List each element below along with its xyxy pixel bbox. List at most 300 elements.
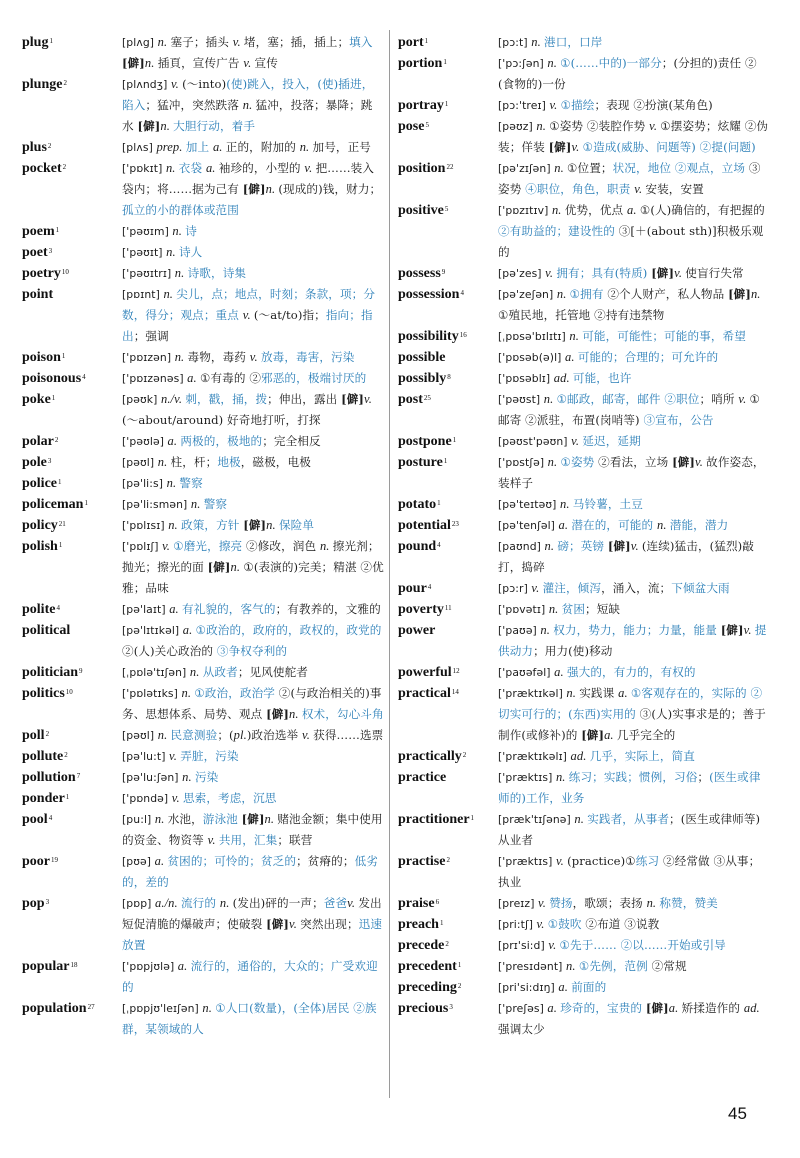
dictionary-entry [22, 893, 384, 956]
headword [22, 788, 122, 809]
frequency-mark: 1 [444, 100, 449, 108]
headword-text: point [22, 287, 54, 302]
definition-text: 强调太少 [498, 1022, 545, 1036]
part-of-speech: n. [547, 455, 561, 469]
definition-text: ②修改，润色 [242, 539, 320, 553]
highlighted-meaning: ①磨光，擦亮 [173, 539, 243, 553]
headword-text: practice [398, 770, 447, 785]
headword-text: port [398, 35, 424, 50]
highlighted-meaning: 延迟，延期 [582, 434, 641, 448]
definition-text: 加号，正号 [312, 140, 371, 154]
definition [498, 284, 770, 326]
dictionary-entry [22, 599, 384, 620]
headword-text: power [398, 623, 436, 638]
part-of-speech: n. [750, 287, 761, 301]
definition-text: )政治选举 [246, 728, 302, 742]
part-of-speech: v. [630, 539, 642, 553]
phonetic: [pə'zeʃən] [498, 288, 557, 301]
rare-usage-tag: [僻] [242, 182, 266, 196]
highlighted-meaning: 地极 [217, 455, 241, 469]
definition [498, 53, 770, 95]
definition [498, 893, 770, 914]
phonetic: ['paʊə] [498, 624, 541, 637]
definition [498, 599, 770, 620]
phonetic: ['præktɪs] [498, 855, 556, 868]
frequency-mark: 9 [79, 667, 83, 675]
phonetic: ['presɪdənt] [498, 960, 567, 973]
definition-text: 擦光剂；抛光；擦光的面 [122, 539, 380, 574]
phonetic: [ˌpɒlə'tɪʃən] [122, 666, 190, 679]
headword [398, 620, 498, 641]
highlighted-meaning: 政策，方针 [181, 518, 244, 532]
highlighted-meaning: ①(……中的)一部分 [560, 56, 662, 70]
highlighted-meaning: 诗 [185, 224, 197, 238]
highlighted-meaning: 珍奇的，宝贵的 [560, 1001, 646, 1015]
part-of-speech: n. [531, 35, 545, 49]
frequency-mark: 1 [443, 457, 448, 465]
highlighted-meaning: 潜在的，可能的 [571, 518, 657, 532]
part-of-speech: v. [531, 581, 543, 595]
part-of-speech: a. [205, 161, 219, 175]
phonetic: [pɒɪnt] [122, 288, 164, 301]
headword [398, 893, 498, 914]
headword [398, 515, 498, 536]
dictionary-entry [398, 662, 770, 683]
headword [398, 599, 498, 620]
part-of-speech: n. [551, 203, 565, 217]
definition [122, 32, 384, 74]
highlighted-meaning: 迅速放置 [122, 917, 383, 952]
dictionary-entry [398, 977, 770, 998]
frequency-mark: 1 [439, 919, 444, 927]
phonetic: [preɪz] [498, 897, 539, 910]
definition [122, 956, 384, 998]
part-of-speech: v. [545, 266, 557, 280]
phonetic: ['pɒzɪtɪv] [498, 204, 552, 217]
part-of-speech: v. [162, 539, 174, 553]
part-of-speech: a./n. [155, 896, 181, 910]
part-of-speech: n. [157, 35, 171, 49]
highlighted-meaning: 警察 [203, 497, 228, 511]
definition-text: 获得……选票 [313, 728, 384, 742]
headword-text: post [398, 392, 423, 407]
rare-usage-tag: [僻] [266, 917, 289, 931]
highlighted-meaning: 流行的，通俗的，大众的；广受欢迎的 [122, 959, 378, 994]
highlighted-meaning: 低劣的，差的 [122, 854, 378, 889]
phonetic: [paʊnd] [498, 540, 545, 553]
headword [22, 347, 122, 368]
phonetic: ['pɒsəb(ə)l] [498, 351, 566, 364]
highlighted-meaning: 邪恶的，极端讨厌的 [261, 371, 367, 385]
definition [498, 851, 770, 893]
headword-text: poor [22, 854, 50, 869]
highlighted-meaning: 游泳池 [202, 812, 242, 826]
frequency-mark: 22 [446, 163, 454, 171]
definition [122, 242, 384, 263]
part-of-speech: n. [547, 56, 561, 70]
headword-text: poem [22, 224, 55, 239]
definition-text: 实践课 [579, 686, 619, 700]
headword-text: possession [398, 287, 460, 302]
headword-text: possibly [398, 371, 447, 386]
headword [22, 746, 122, 767]
headword [398, 977, 498, 998]
part-of-speech: a. [212, 140, 226, 154]
part-of-speech: n. [174, 350, 188, 364]
part-of-speech: v. [536, 917, 548, 931]
frequency-mark: 1 [61, 352, 66, 360]
dictionary-entry [398, 746, 770, 767]
headword [398, 326, 498, 347]
headword-text: pole [22, 455, 47, 470]
headword [398, 452, 498, 473]
definition [498, 32, 770, 53]
part-of-speech: a. [565, 350, 578, 364]
phonetic: [pəʊz] [498, 120, 537, 133]
highlighted-meaning: 可能，可能性；可能的事，希望 [582, 329, 746, 343]
dictionary-entry [398, 368, 770, 389]
frequency-mark: 2 [446, 856, 450, 864]
definition [498, 389, 770, 431]
part-of-speech: v. [289, 917, 301, 931]
phonetic: ['pɒlɪsɪ] [122, 519, 169, 532]
headword-text: position [398, 161, 446, 176]
frequency-mark: 1 [470, 814, 475, 822]
definition [498, 914, 770, 935]
part-of-speech: a. [558, 518, 572, 532]
definition [498, 326, 770, 347]
phonetic: [pɔ:t] [498, 36, 532, 49]
headword [22, 32, 122, 53]
frequency-mark: 7 [76, 772, 81, 780]
phonetic: [pə'lu:ʃən] [122, 771, 183, 784]
phonetic: ['preʃəs] [498, 1002, 548, 1015]
dictionary-entry [22, 137, 384, 158]
headword [398, 431, 498, 452]
highlighted-meaning: ①客观存在的，实际的 ②切实可行的；(东西)实用的 [498, 686, 763, 721]
definition [122, 473, 384, 494]
definition [498, 662, 770, 683]
headword [22, 851, 122, 872]
definition-text: ①姿势 ②装腔作势 [549, 119, 650, 133]
headword [22, 536, 122, 557]
dictionary-entry [22, 683, 384, 725]
highlighted-meaning: ③争权夺利的 [216, 644, 288, 658]
rare-usage-tag: [僻] [581, 728, 605, 742]
part-of-speech: n. [182, 770, 195, 784]
definition [122, 788, 384, 809]
headword [398, 851, 498, 872]
definition-text: ；强调 [133, 329, 169, 343]
part-of-speech: v. [171, 791, 183, 805]
part-of-speech: n. [172, 224, 186, 238]
highlighted-meaning: ①鼓吹 [547, 917, 582, 931]
frequency-mark: 5 [444, 205, 449, 213]
headword-text: posture [398, 455, 443, 470]
phonetic: ['pɔ:ʃən] [498, 57, 548, 70]
dictionary-entry [398, 95, 770, 116]
highlighted-meaning: ①先例，范例 [578, 959, 648, 973]
definition [122, 620, 384, 662]
part-of-speech: v. [232, 35, 244, 49]
dictionary-entry [22, 998, 384, 1040]
highlighted-meaning: 可能，也许 [572, 371, 632, 385]
definition-text: 故作姿态，装样子 [498, 455, 765, 490]
part-of-speech: prep. [156, 140, 186, 154]
definition-text: ①有毒的 ② [199, 371, 262, 385]
highlighted-meaning: ④职位，角色，职责 [525, 182, 635, 196]
definition-text: 赌池金额；集中使用的资金、物资等 [122, 812, 383, 847]
definition-text: ②个人财产，私人物品 [603, 287, 729, 301]
dictionary-entry [398, 935, 770, 956]
part-of-speech: n. [536, 119, 550, 133]
part-of-speech: v. [694, 455, 707, 469]
headword [22, 137, 122, 158]
definition-text: ；完全相反 [262, 434, 321, 448]
headword-text: preach [398, 917, 439, 932]
part-of-speech: n. [555, 770, 569, 784]
headword-text: possess [398, 266, 441, 281]
headword [398, 116, 498, 137]
rare-usage-tag: [僻] [672, 455, 695, 469]
headword-text: policeman [22, 497, 84, 512]
definition-text: ；联营 [277, 833, 313, 847]
headword-text: political [22, 623, 71, 638]
headword-text: polite [22, 602, 56, 617]
highlighted-meaning: 赞扬 [549, 896, 573, 910]
headword [398, 53, 498, 74]
definition-text: ③姿势 [498, 161, 761, 196]
part-of-speech: n. [299, 140, 313, 154]
phonetic: [pɔ:'treɪ] [498, 99, 550, 112]
headword-text: pool [22, 812, 48, 827]
highlighted-meaning: 实践者，从事者 [587, 812, 670, 826]
definition [122, 746, 384, 767]
definition-text: ②(人)关心政治的 [122, 644, 217, 658]
rare-usage-tag: [僻] [243, 518, 267, 532]
definition-text: 毒物，毒药 [187, 350, 250, 364]
headword-text: positive [398, 203, 444, 218]
part-of-speech: n. [540, 623, 554, 637]
definition-text: ，歌颂；表扬 [572, 896, 647, 910]
phonetic: ['pɒlɪʃ] [122, 540, 163, 553]
phonetic: [pə'lu:t] [122, 750, 170, 763]
highlighted-meaning: 权力，势力，能力；力量，能量 [553, 623, 721, 637]
part-of-speech: a. [618, 686, 631, 700]
frequency-mark: 1 [437, 499, 441, 507]
definition-text: 柱，杆； [170, 455, 218, 469]
phonetic: ['pɒɪzən] [122, 351, 175, 364]
definition-text: ，磁极，电极 [240, 455, 311, 469]
part-of-speech: n. [219, 896, 233, 910]
definition-text: (～about/around) 好奇地打听，打探 [122, 413, 321, 427]
part-of-speech: n. [166, 476, 180, 490]
part-of-speech: n. [160, 119, 174, 133]
phonetic: ['paʊəfəl] [498, 666, 555, 679]
highlighted-meaning: 指向；指出 [122, 308, 373, 343]
headword-text: plug [22, 35, 49, 50]
frequency-mark: 9 [441, 268, 446, 276]
frequency-mark: 1 [84, 499, 88, 507]
definition-text: (～at/to)指； [253, 308, 326, 322]
highlighted-meaning: 拥有；具有(特质) [556, 266, 652, 280]
part-of-speech: n. [264, 812, 278, 826]
dictionary-entry [398, 599, 770, 620]
highlighted-meaning: ①邮政，邮寄，邮件 ②职位 [556, 392, 700, 406]
headword [398, 809, 498, 830]
highlighted-meaning: ②有助益的；建设性的 [498, 224, 615, 238]
frequency-mark: 2 [54, 436, 59, 444]
phonetic: [pə'lɪtɪkəl] [122, 624, 183, 637]
headword-text: potential [398, 518, 451, 533]
headword [22, 515, 122, 536]
definition [498, 767, 770, 809]
dictionary-entry [22, 620, 384, 662]
dictionary-entry [22, 851, 384, 893]
highlighted-meaning: 污染 [194, 770, 219, 784]
headword [22, 662, 122, 683]
headword [22, 620, 122, 641]
phonetic: ['pəʊlə] [122, 435, 168, 448]
definition [122, 725, 384, 746]
definition-text: 把……装入袋内；将……据为己有 [122, 161, 375, 196]
phonetic: [pəʊl] [122, 729, 158, 742]
definition [498, 494, 770, 515]
frequency-mark: 3 [449, 1003, 453, 1011]
headword [22, 599, 122, 620]
part-of-speech: a. [627, 203, 640, 217]
phonetic: [pəʊst'pəʊn] [498, 435, 572, 448]
phonetic: [pə'li:smən] [122, 498, 191, 511]
part-of-speech: ad. [553, 371, 573, 385]
phonetic: [pə'teɪtəʊ] [498, 498, 560, 511]
headword [22, 242, 122, 263]
dictionary-entry [22, 74, 384, 137]
definition [498, 620, 770, 662]
part-of-speech: n. [202, 1001, 216, 1015]
phonetic: [pri:tʃ] [498, 918, 537, 931]
phonetic: [ˌpɒsə'bɪlɪtɪ] [498, 330, 570, 343]
definition [498, 116, 770, 158]
highlighted-meaning: 思索，考虑，沉思 [182, 791, 277, 805]
part-of-speech: a. [177, 959, 191, 973]
headword [398, 200, 498, 221]
highlighted-meaning: 刺，戳，捅，拨 [185, 392, 268, 406]
headword-text: policy [22, 518, 58, 533]
headword [398, 683, 498, 704]
definition [498, 368, 770, 389]
dictionary-entry [398, 452, 770, 494]
headword-text: practical [398, 686, 451, 701]
part-of-speech: v. [538, 896, 550, 910]
definition-text: 猛冲，投落；暴降；跳水 [122, 98, 373, 133]
headword [398, 368, 498, 389]
headword-text: praise [398, 896, 435, 911]
frequency-mark: 25 [423, 394, 431, 402]
frequency-mark: 1 [443, 58, 447, 66]
highlighted-meaning: 状况，地位 ②观点，立场 [612, 161, 746, 175]
rare-usage-tag: [僻] [728, 287, 751, 301]
definition-text: 正的，附加的 [225, 140, 300, 154]
definition-text: (现成的)钱，财力； [278, 182, 382, 196]
headword [22, 431, 122, 452]
headword [398, 935, 498, 956]
frequency-mark: 1 [49, 37, 53, 45]
phonetic: [plʌg] [122, 36, 158, 49]
rare-usage-tag: [僻] [720, 623, 744, 637]
headword [398, 746, 498, 767]
headword-text: powerful [398, 665, 452, 680]
dictionary-entry [22, 809, 384, 851]
headword [398, 536, 498, 557]
phonetic: [pə'zɪʃən] [498, 162, 555, 175]
highlighted-meaning: 填入 [349, 35, 373, 49]
dictionary-entry [22, 662, 384, 683]
definition [122, 263, 384, 284]
highlighted-meaning: 共用，汇集 [218, 833, 278, 847]
definition [498, 158, 770, 200]
definition-text: ；贫瘠的； [296, 854, 355, 868]
part-of-speech: n. [266, 518, 279, 532]
part-of-speech: a. [558, 980, 572, 994]
definition [122, 494, 384, 515]
part-of-speech: n. [574, 812, 588, 826]
headword [22, 389, 122, 410]
definition-text: ；见风使舵者 [237, 665, 308, 679]
highlighted-meaning: 提供动力 [498, 623, 767, 658]
headword [398, 767, 498, 788]
highlighted-meaning: 保险单 [278, 518, 315, 532]
highlighted-meaning: 诗人 [178, 245, 203, 259]
part-of-speech: n. [190, 497, 204, 511]
definition-text: ，涌入，流； [601, 581, 672, 595]
definition-text: 水池， [167, 812, 203, 826]
frequency-mark: 12 [452, 667, 460, 675]
part-of-speech: n. [265, 182, 279, 196]
dictionary-entry [22, 746, 384, 767]
frequency-mark: 6 [435, 898, 440, 906]
highlighted-meaning: 民意测验 [170, 728, 218, 742]
dictionary-entry [398, 515, 770, 536]
frequency-mark: 4 [460, 289, 464, 297]
definition [498, 683, 770, 746]
headword [398, 158, 498, 179]
definition [498, 200, 770, 263]
part-of-speech: v. [674, 266, 686, 280]
definition-text: 插頁，宣传广告 [157, 56, 244, 70]
highlighted-meaning: 流行的 [180, 896, 220, 910]
headword-text: possibility [398, 329, 459, 344]
highlighted-meaning: 诗歌，诗集 [187, 266, 247, 280]
rare-usage-tag: [僻] [137, 119, 161, 133]
headword-text: poll [22, 728, 45, 743]
headword [398, 284, 498, 305]
frequency-mark: 10 [65, 688, 73, 696]
part-of-speech: n. [656, 518, 670, 532]
definition-text: ①摆姿势；炫耀 ②伪装；佯装 [498, 119, 769, 154]
part-of-speech: v. [347, 896, 359, 910]
rare-usage-tag: [僻] [651, 266, 675, 280]
definition [122, 452, 384, 473]
headword [22, 284, 122, 305]
highlighted-meaning: ①人口(数量)，(全体)居民 ②族群，某领域的人 [122, 1001, 377, 1036]
frequency-mark: 19 [51, 856, 58, 864]
phonetic: ['pəʊst] [498, 393, 544, 406]
dictionary-entry [22, 347, 384, 368]
headword [398, 494, 498, 515]
dictionary-entry [22, 242, 384, 263]
headword-text: precious [398, 1001, 449, 1016]
